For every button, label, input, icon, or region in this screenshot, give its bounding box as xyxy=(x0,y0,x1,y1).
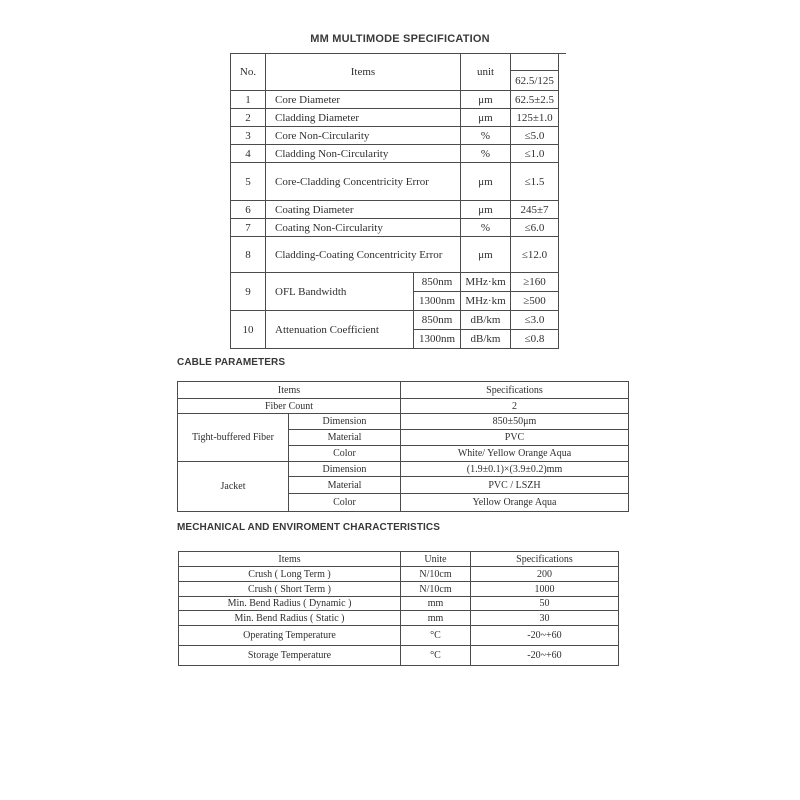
cell-value: 850±50μm xyxy=(401,414,629,430)
spec-row xyxy=(231,201,559,219)
mechanical-heading: MECHANICAL AND ENVIROMENT CHARACTERISTICS xyxy=(177,522,440,533)
cell-unit: dB/km xyxy=(461,311,511,330)
mech-header-specifications: Specifications xyxy=(471,552,619,567)
cell-label: Material xyxy=(289,430,401,446)
cable-header-row xyxy=(178,382,629,399)
cell-value: ≥160 xyxy=(511,273,559,292)
cable-header-specifications: Specifications xyxy=(401,382,629,399)
cell-label: Material xyxy=(289,477,401,494)
spec-row xyxy=(231,237,559,273)
cell-wavelength: 850nm xyxy=(414,311,461,330)
cell-value: ≤1.5 xyxy=(511,163,559,201)
cell-item: Min. Bend Radius ( Static ) xyxy=(179,611,401,626)
cable-table-wrap xyxy=(177,381,629,512)
mech-row xyxy=(179,597,619,611)
cell-value: ≤3.0 xyxy=(511,311,559,330)
mm-spec-table-wrap xyxy=(230,53,559,349)
cell-no: 9 xyxy=(231,273,266,311)
cell-value: ≥500 xyxy=(511,292,559,311)
cell-value: 1000 xyxy=(471,582,619,597)
spec-row xyxy=(231,145,559,163)
cell-no: 8 xyxy=(231,237,266,273)
cell-label: Dimension xyxy=(289,414,401,430)
cell-wavelength: 850nm xyxy=(414,273,461,292)
cell-no: 4 xyxy=(231,145,266,163)
cell-item: Coating Non-Circularity xyxy=(266,219,461,237)
cell-unit: N/10cm xyxy=(401,582,471,597)
cell-item: Cladding Diameter xyxy=(266,109,461,127)
cell-no: 3 xyxy=(231,127,266,145)
cell-value: Yellow Orange Aqua xyxy=(401,494,629,512)
cell-value: 62.5±2.5 xyxy=(511,91,559,109)
spec-row-bandwidth xyxy=(231,273,559,292)
cell-value: White/ Yellow Orange Aqua xyxy=(401,446,629,462)
cell-value: 30 xyxy=(471,611,619,626)
cell-value: 200 xyxy=(471,567,619,582)
cell-unit: % xyxy=(461,219,511,237)
cell-item: Core Diameter xyxy=(266,91,461,109)
spec-row xyxy=(231,109,559,127)
mech-row xyxy=(179,646,619,666)
cell-label: Fiber Count xyxy=(178,399,401,414)
mech-header-row xyxy=(179,552,619,567)
cell-value: PVC xyxy=(401,430,629,446)
cell-no: 2 xyxy=(231,109,266,127)
cell-value: ≤6.0 xyxy=(511,219,559,237)
cell-item: Cladding Non-Circularity xyxy=(266,145,461,163)
cell-unit: MHz·km xyxy=(461,292,511,311)
cell-no: 1 xyxy=(231,91,266,109)
mech-row xyxy=(179,567,619,582)
page-title: MM MULTIMODE SPECIFICATION xyxy=(310,33,490,45)
mm-spec-table xyxy=(230,53,559,349)
spec-row xyxy=(231,91,559,109)
cell-value: -20~+60 xyxy=(471,646,619,666)
cell-item: Crush ( Long Term ) xyxy=(179,567,401,582)
cell-unit: °C xyxy=(401,646,471,666)
cell-value: ≤1.0 xyxy=(511,145,559,163)
cable-parameters-table xyxy=(177,381,629,512)
cell-item: Cladding-Coating Concentricity Error xyxy=(266,237,461,273)
cell-unit: % xyxy=(461,145,511,163)
cell-unit: μm xyxy=(461,237,511,273)
cell-value: 125±1.0 xyxy=(511,109,559,127)
cell-item: Crush ( Short Term ) xyxy=(179,582,401,597)
cell-group: Tight-buffered Fiber xyxy=(178,414,289,462)
cell-no: 6 xyxy=(231,201,266,219)
cell-unit: MHz·km xyxy=(461,273,511,292)
cable-row xyxy=(178,414,629,430)
mech-header-items: Items xyxy=(179,552,401,567)
cell-item: Coating Diameter xyxy=(266,201,461,219)
cell-value: (1.9±0.1)×(3.9±0.2)mm xyxy=(401,462,629,477)
cell-unit: % xyxy=(461,127,511,145)
cell-value: ≤12.0 xyxy=(511,237,559,273)
cell-unit: dB/km xyxy=(461,330,511,349)
cell-group: Jacket xyxy=(178,462,289,512)
spec-table-header-overhang-line xyxy=(558,53,566,54)
cell-value: ≤5.0 xyxy=(511,127,559,145)
spec-header-unit: unit xyxy=(461,54,511,91)
cell-value: 245±7 xyxy=(511,201,559,219)
cell-label: Color xyxy=(289,446,401,462)
mech-row xyxy=(179,611,619,626)
mech-header-unit: Unite xyxy=(401,552,471,567)
cell-value: PVC / LSZH xyxy=(401,477,629,494)
spec-row xyxy=(231,127,559,145)
spec-row-attenuation xyxy=(231,311,559,330)
cell-unit: mm xyxy=(401,597,471,611)
mech-table-wrap xyxy=(178,551,619,666)
cell-label: Dimension xyxy=(289,462,401,477)
mechanical-table xyxy=(178,551,619,666)
cable-row xyxy=(178,462,629,477)
mech-row xyxy=(179,582,619,597)
spec-row xyxy=(231,163,559,201)
cable-parameters-heading: CABLE PARAMETERS xyxy=(177,357,286,368)
mech-row xyxy=(179,626,619,646)
cell-unit: μm xyxy=(461,163,511,201)
cell-value: -20~+60 xyxy=(471,626,619,646)
cell-unit: mm xyxy=(401,611,471,626)
cell-item: Core Non-Circularity xyxy=(266,127,461,145)
cell-unit: μm xyxy=(461,109,511,127)
cell-no: 5 xyxy=(231,163,266,201)
cell-item: Attenuation Coefficient xyxy=(266,311,414,349)
cable-row-fiber-count xyxy=(178,399,629,414)
cell-unit: N/10cm xyxy=(401,567,471,582)
cell-value: 50 xyxy=(471,597,619,611)
cell-wavelength: 1300nm xyxy=(414,330,461,349)
cell-unit: μm xyxy=(461,91,511,109)
cell-unit: μm xyxy=(461,201,511,219)
cell-wavelength: 1300nm xyxy=(414,292,461,311)
cell-item: Min. Bend Radius ( Dynamic ) xyxy=(179,597,401,611)
cell-unit: °C xyxy=(401,626,471,646)
cell-no: 10 xyxy=(231,311,266,349)
cell-label: Color xyxy=(289,494,401,512)
cell-item: Operating Temperature xyxy=(179,626,401,646)
cable-header-items: Items xyxy=(178,382,401,399)
cell-item: Storage Temperature xyxy=(179,646,401,666)
spec-header-no: No. xyxy=(231,54,266,91)
cell-item: Core-Cladding Concentricity Error xyxy=(266,163,461,201)
cell-value: 2 xyxy=(401,399,629,414)
cell-value: ≤0.8 xyxy=(511,330,559,349)
spec-header-fiber-type: 62.5/125 xyxy=(511,71,559,91)
cell-no: 7 xyxy=(231,219,266,237)
cell-item: OFL Bandwidth xyxy=(266,273,414,311)
spec-header-items: Items xyxy=(266,54,461,91)
spec-header-blank xyxy=(511,54,559,71)
spec-row xyxy=(231,219,559,237)
